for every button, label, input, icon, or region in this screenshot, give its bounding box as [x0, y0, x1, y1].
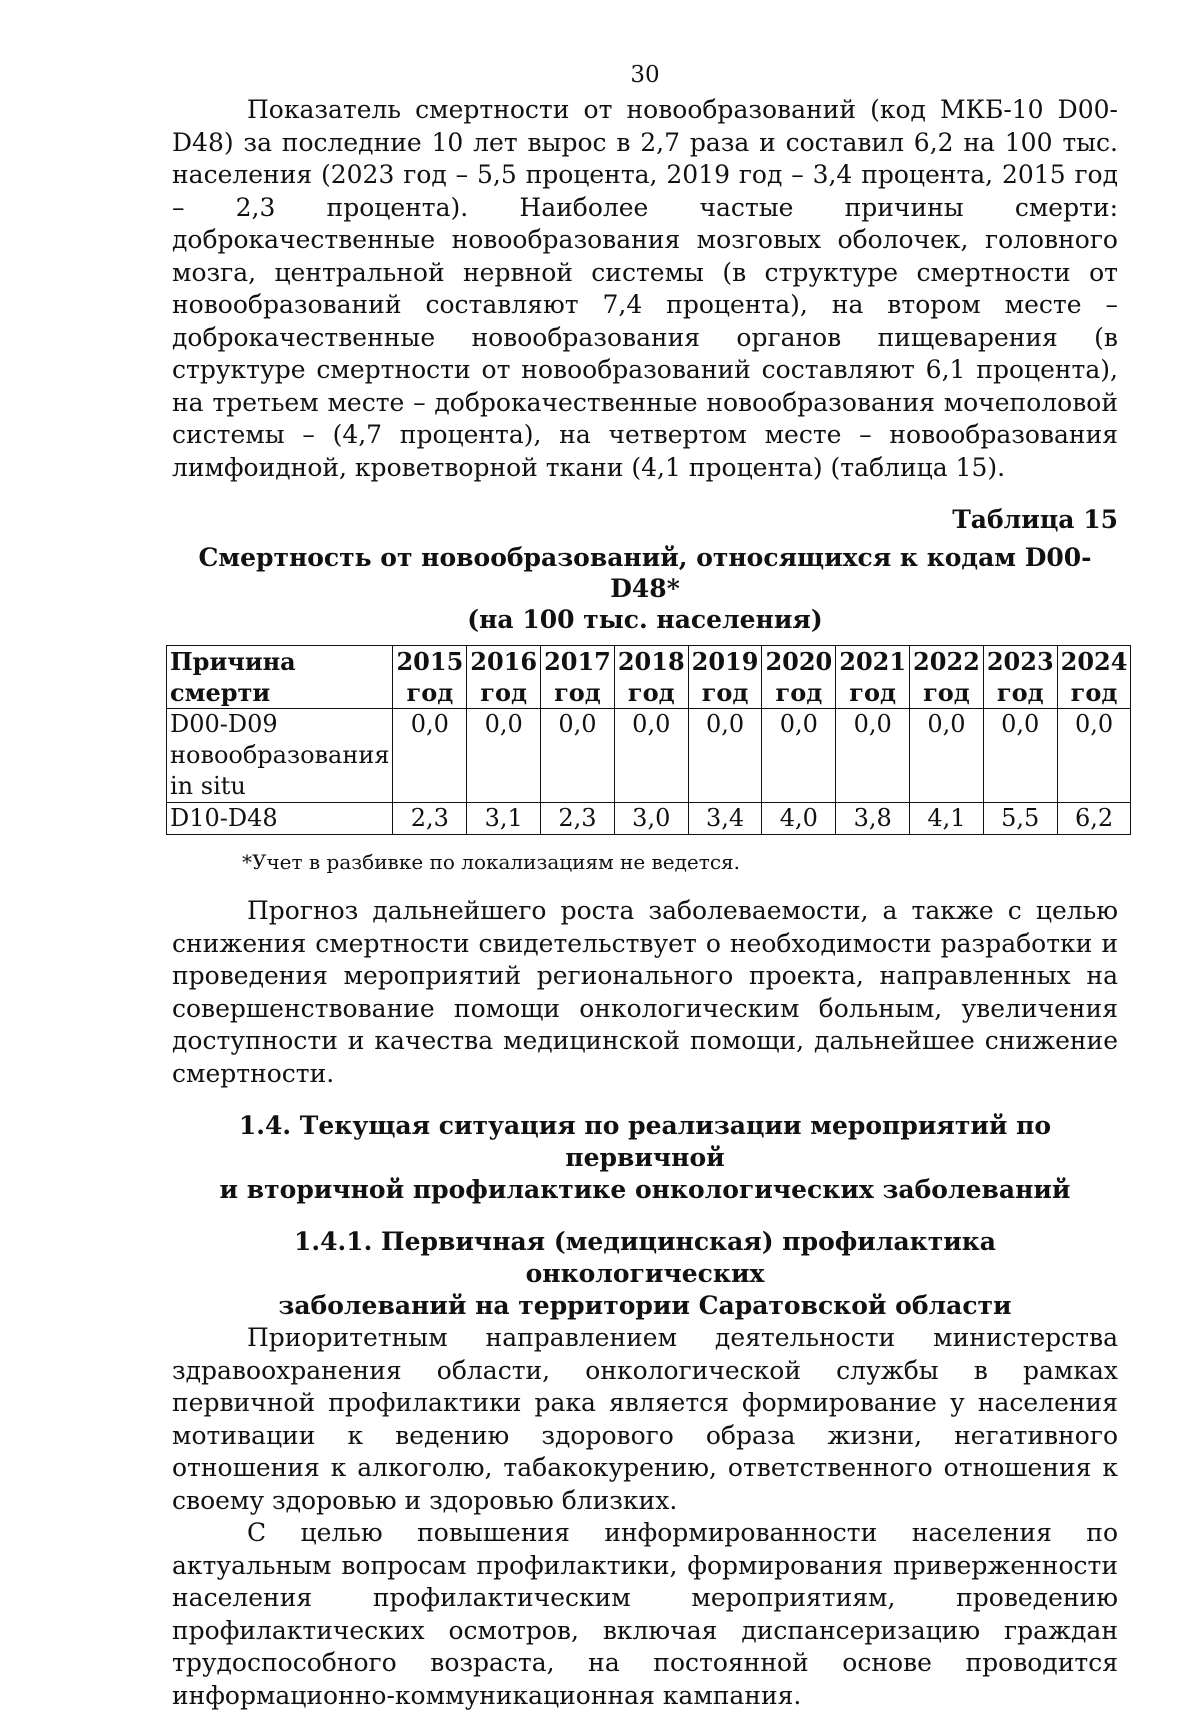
table-header-row — [167, 646, 1131, 709]
table-cell: 5,5 — [983, 803, 1057, 835]
section-heading-1-4-line-2: и вторичной профилактике онкологических заболеваний — [219, 1175, 1071, 1204]
table-cell: 4,1 — [910, 803, 984, 835]
table-cell: 0,0 — [541, 709, 615, 803]
table-cell: 3,4 — [688, 803, 762, 835]
table-cell: 0,0 — [467, 709, 541, 803]
table-cell: 0,0 — [762, 709, 836, 803]
header-year: 2022 год — [910, 646, 984, 709]
table-cell: 0,0 — [393, 709, 467, 803]
table-cell: 2,3 — [541, 803, 615, 835]
table-title-line-2: (на 100 тыс. населения) — [467, 605, 823, 634]
document-page — [170, 60, 1128, 1712]
table-cell: 0,0 — [910, 709, 984, 803]
table-cell: 3,1 — [467, 803, 541, 835]
header-year: 2018 год — [614, 646, 688, 709]
header-year: 2021 год — [836, 646, 910, 709]
header-cause: Причина смерти — [167, 646, 393, 709]
table-title-line-1: Смертность от новообразований, относящихся к кодам D00-D48* — [198, 543, 1092, 603]
header-year: 2017 год — [541, 646, 615, 709]
table-cell: 0,0 — [688, 709, 762, 803]
table-cell: 0,0 — [836, 709, 910, 803]
table-footnote: *Учет в разбивке по локализациям не ведется. — [242, 850, 741, 874]
table-cell: 4,0 — [762, 803, 836, 835]
section-heading-1-4-1-line-2: заболеваний на территории Саратовской области — [278, 1291, 1012, 1320]
header-year: 2015 год — [393, 646, 467, 709]
header-year: 2019 год — [688, 646, 762, 709]
mortality-table — [166, 645, 1131, 835]
header-year: 2023 год — [983, 646, 1057, 709]
table-cell: 3,0 — [614, 803, 688, 835]
section-heading-1-4-1 — [172, 1226, 1118, 1322]
header-year: 2016 год — [467, 646, 541, 709]
row-cause: D10-D48 — [167, 803, 393, 835]
table-row — [167, 803, 1131, 835]
table-cell: 2,3 — [393, 803, 467, 835]
table-cell: 0,0 — [1057, 709, 1131, 803]
section-heading-1-4-1-line-1: 1.4.1. Первичная (медицинская) профилактика онкологических — [293, 1227, 997, 1288]
section-heading-1-4-line-1: 1.4. Текущая ситуация по реализации мероприятий по первичной — [238, 1111, 1052, 1172]
table-row — [167, 709, 1131, 803]
header-year: 2020 год — [762, 646, 836, 709]
paragraph-forecast: Прогноз дальнейшего роста заболеваемости, а также с целью снижения смертности свидетельствует о необходимости разработки и проведения мероприятий регионального проекта, направленных на совершенствование помощи онкологическим больным, увеличения доступности и качества медицинской помощи, дальнейшее снижение смертности. — [172, 896, 1118, 1088]
page-number: 30 — [630, 62, 660, 88]
table-cell: 0,0 — [983, 709, 1057, 803]
table-title — [172, 542, 1118, 635]
table-label: Таблица 15 — [952, 505, 1118, 534]
table-cell: 3,8 — [836, 803, 910, 835]
section-heading-1-4 — [172, 1110, 1118, 1206]
paragraph-mortality-indicator: Показатель смертности от новообразований (код МКБ-10 D00-D48) за последние 10 лет вырос в 2,7 раза и составил 6,2 на 100 тыс. населения (2023 год – 5,5 процента, 2019 год – 3,4 процента, 2015 год – 2,3 процента). Наиболее частые причины смерти: доброкачественные новообразования мозговых оболочек, головного мозга, центральной нервной системы (в структуре смертности от новообразований составляют 7,4 процента), на втором месте – доброкачественные новообразования органов пищеварения (в структуре смертности от новообразований составляют 6,1 процента), на третьем месте – доброкачественные новообразования мочеполовой системы – (4,7 процента), на четвертом месте – новообразования лимфоидной, кроветворной ткани (4,1 процента) (таблица 15). — [172, 95, 1118, 482]
paragraph-information-campaign: С целью повышения информированности населения по актуальным вопросам профилактики, формирования приверженности населения профилактическим мероприятиям, проведению профилактических осмотров, включая диспансеризацию граждан трудоспособного возраста, на постоянной основе проводится информационно-коммуникационная кампания. — [172, 1518, 1118, 1710]
table-cell: 0,0 — [614, 709, 688, 803]
row-cause: D00-D09 новообразования in situ — [167, 709, 393, 803]
table-cell: 6,2 — [1057, 803, 1131, 835]
paragraph-priority-direction: Приоритетным направлением деятельности министерства здравоохранения области, онкологической службы в рамках первичной профилактики рака является формирование у населения мотивации к ведению здорового образа жизни, негативного отношения к алкоголю, табакокурению, ответственного отношения к своему здоровью и здоровью близких. — [172, 1323, 1118, 1515]
header-year: 2024 год — [1057, 646, 1131, 709]
